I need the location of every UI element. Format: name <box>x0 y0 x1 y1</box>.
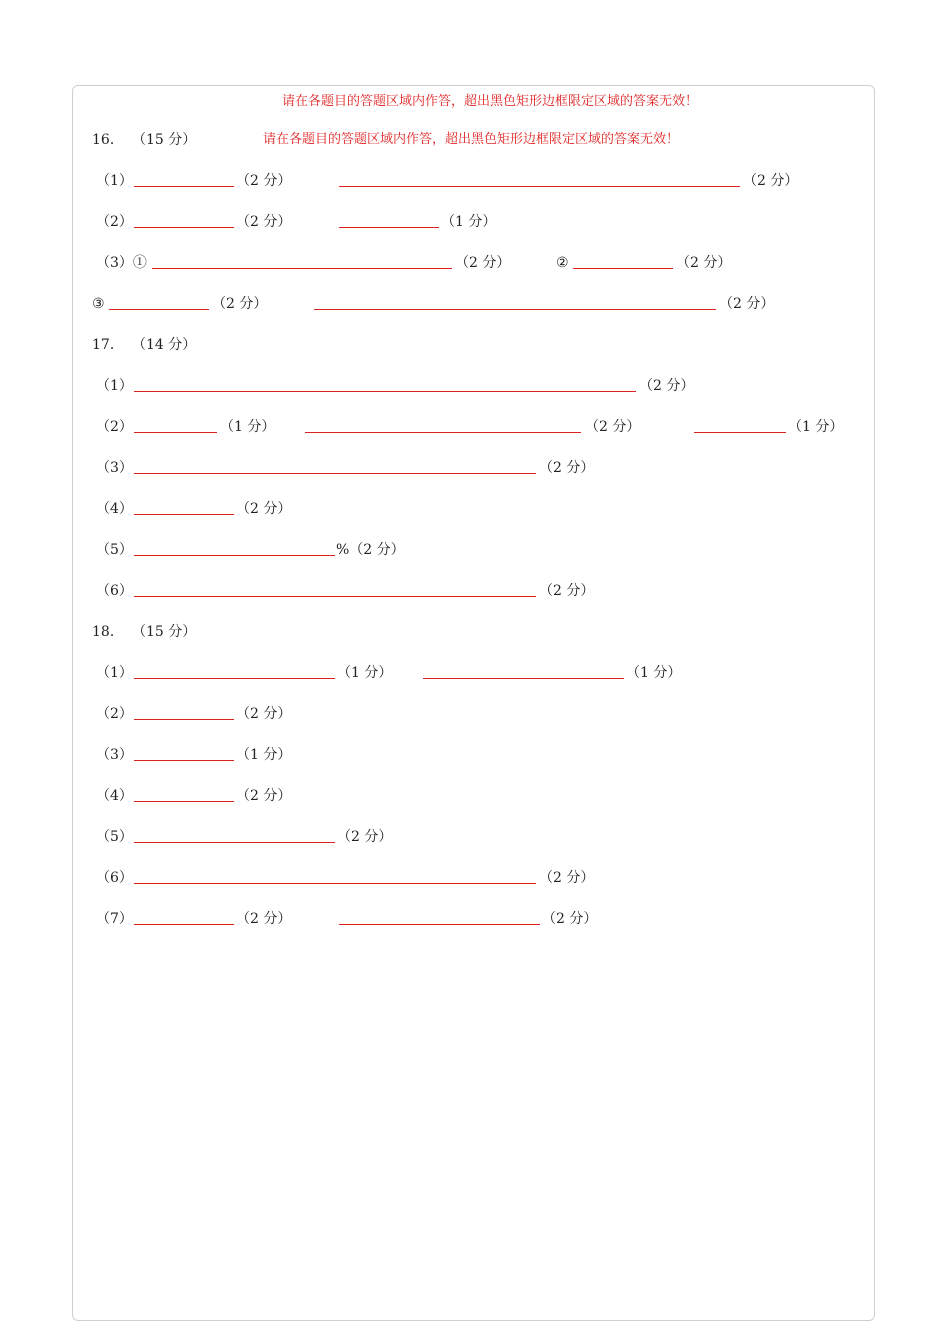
q17-header <box>0 335 950 359</box>
part-label: （1） <box>96 378 133 394</box>
points-label: （2 分） <box>236 911 292 927</box>
q16-part3-cont <box>0 294 950 318</box>
points-label: （2 分） <box>337 829 393 845</box>
answer-blank[interactable] <box>134 719 234 720</box>
answer-blank[interactable] <box>305 432 581 433</box>
points-label: （1 分） <box>220 419 276 435</box>
q16-header <box>0 130 950 154</box>
q17-part2 <box>0 417 950 441</box>
q17-number: 17． <box>92 337 124 353</box>
answer-blank[interactable] <box>134 227 234 228</box>
part-label: （5） <box>96 829 133 845</box>
answer-blank[interactable] <box>134 760 234 761</box>
part-label: （1） <box>96 173 133 189</box>
part-label: （2） <box>96 419 133 435</box>
answer-blank[interactable] <box>134 473 536 474</box>
sub-item-marker: ③ <box>92 296 105 312</box>
answer-blank[interactable] <box>573 268 673 269</box>
answer-blank[interactable] <box>134 432 217 433</box>
answer-blank[interactable] <box>134 924 234 925</box>
answer-blank[interactable] <box>694 432 786 433</box>
answer-blank[interactable] <box>314 309 716 310</box>
q18-part1 <box>0 663 950 687</box>
points-label: （2 分） <box>585 419 641 435</box>
part-label: （4） <box>96 501 133 517</box>
points-label: （2 分） <box>639 378 695 394</box>
points-label: （2 分） <box>236 706 292 722</box>
answer-blank[interactable] <box>152 268 452 269</box>
q17-part3 <box>0 458 950 482</box>
q17-part6 <box>0 581 950 605</box>
points-label: （2 分） <box>236 788 292 804</box>
q17-part5 <box>0 540 950 564</box>
answer-blank[interactable] <box>109 309 209 310</box>
points-label: （2 分） <box>539 460 595 476</box>
q16-number: 16． <box>92 132 124 148</box>
answer-blank[interactable] <box>134 514 234 515</box>
q18-header <box>0 622 950 646</box>
points-label: （2 分） <box>236 501 292 517</box>
points-label: （2 分） <box>455 255 511 271</box>
part-label: （6） <box>96 870 133 886</box>
answer-blank[interactable] <box>134 883 536 884</box>
points-label: （1 分） <box>236 747 292 763</box>
part-label: （1） <box>96 665 133 681</box>
q18-part3 <box>0 745 950 769</box>
part-label: （7） <box>96 911 133 927</box>
answer-blank[interactable] <box>423 678 624 679</box>
points-label: （2 分） <box>212 296 268 312</box>
points-label: （2 分） <box>236 214 292 230</box>
points-label: （1 分） <box>441 214 497 230</box>
q17-part1 <box>0 376 950 400</box>
part-label: （5） <box>96 542 133 558</box>
notice-top: 请在各题目的答题区域内作答，超出黑色矩形边框限定区域的答案无效！ <box>282 94 699 109</box>
q17-part4 <box>0 499 950 523</box>
q16-part2 <box>0 212 950 236</box>
points-label: （1 分） <box>337 665 393 681</box>
part-label: （4） <box>96 788 133 804</box>
part-label: （3） <box>96 460 133 476</box>
answer-blank[interactable] <box>134 842 335 843</box>
points-label: （2 分） <box>719 296 775 312</box>
points-label: （2 分） <box>539 583 595 599</box>
points-label: （2 分） <box>542 911 598 927</box>
q18-points: （15 分） <box>132 624 197 640</box>
points-label: （2 分） <box>676 255 732 271</box>
q18-part6 <box>0 868 950 892</box>
points-label: %（2 分） <box>336 542 405 558</box>
notice-inner: 请在各题目的答题区域内作答，超出黑色矩形边框限定区域的答案无效！ <box>263 132 680 147</box>
q18-part2 <box>0 704 950 728</box>
answer-blank[interactable] <box>339 924 540 925</box>
q18-number: 18． <box>92 624 124 640</box>
q17-points: （14 分） <box>132 337 197 353</box>
points-label: （1 分） <box>788 419 844 435</box>
part-label: （6） <box>96 583 133 599</box>
points-label: （2 分） <box>236 173 292 189</box>
answer-blank[interactable] <box>134 186 234 187</box>
answer-blank[interactable] <box>339 186 740 187</box>
answer-blank[interactable] <box>134 391 636 392</box>
part-label: （2） <box>96 214 133 230</box>
points-label: （2 分） <box>743 173 799 189</box>
part-label: （3）① <box>96 255 147 271</box>
part-label: （2） <box>96 706 133 722</box>
points-label: （1 分） <box>626 665 682 681</box>
answer-blank[interactable] <box>134 678 335 679</box>
points-label: （2 分） <box>539 870 595 886</box>
part-label: （3） <box>96 747 133 763</box>
answer-blank[interactable] <box>134 555 335 556</box>
q16-part3 <box>0 253 950 277</box>
answer-blank[interactable] <box>134 596 536 597</box>
q18-part5 <box>0 827 950 851</box>
q16-points: （15 分） <box>132 132 197 148</box>
q18-part7 <box>0 909 950 933</box>
q16-part1 <box>0 171 950 195</box>
q18-part4 <box>0 786 950 810</box>
answer-blank[interactable] <box>134 801 234 802</box>
answer-blank[interactable] <box>339 227 439 228</box>
sub-item-marker: ② <box>556 255 569 271</box>
